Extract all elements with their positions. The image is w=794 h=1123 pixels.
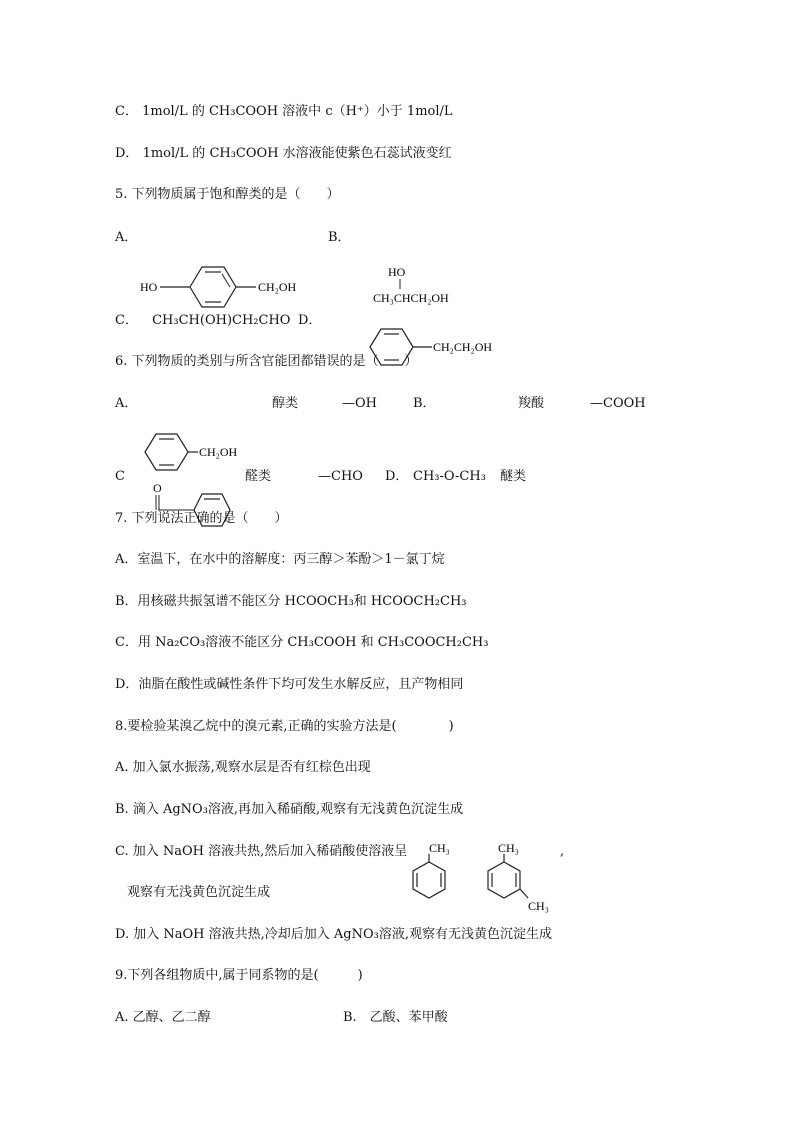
q6-molecule-c-oxygen: O [153, 481, 162, 495]
q8-toluene-ch3: CH₃ [429, 841, 450, 855]
q8-option-a: A. 加入氯水振荡,观察水层是否有红棕色出现 [115, 760, 371, 775]
q4-option-d-text: 1mol/L 的 CH₃COOH 水溶液能使紫色石蕊试液变红 [142, 146, 452, 161]
q6-option-d-formula: CH₃-O-CH₃ [413, 469, 486, 484]
q5-option-c-text: CH₃CH(OH)CH₂CHO [152, 313, 291, 328]
q5-molecule-b-ho: HO [388, 265, 406, 279]
q5-molecule-a [130, 262, 310, 312]
q7-stem: 7. 下列说法正确的是（ ） [115, 511, 288, 526]
q9-option-a: A. 乙醇、乙二醇 [115, 1010, 211, 1025]
q6-option-d-class: 醚类 [500, 469, 527, 484]
q5-option-c-label: C． [115, 313, 138, 328]
q5-molecule-a-ho: HO [140, 280, 158, 294]
q8-option-c: C. 加入 NaOH 溶液共热,然后加入稀硝酸使溶液呈 [115, 844, 408, 859]
q8-stem: 8.要检验某溴乙烷中的溴元素,正确的实验方法是( ) [115, 719, 454, 734]
q5-option-b-label: B． [328, 230, 351, 245]
q8-option-c-continued: 观察有无浅黄色沉淀生成 [127, 885, 271, 900]
q8-option-b: B. 滴入 AgNO₃溶液,再加入稀硝酸,观察有无浅黄色沉淀生成 [115, 802, 464, 817]
q4-option-d [115, 145, 452, 163]
q6-option-c-class: 醛类 [245, 469, 272, 484]
q9-option-b: B. 乙酸、苯甲酸 [343, 1010, 448, 1025]
q5-molecule-d-label: CH₂CH₂OH [433, 340, 493, 354]
q6-option-a-group: —OH [342, 396, 377, 411]
q8-option-d: D. 加入 NaOH 溶液共热,冷却后加入 AgNO₃溶液,观察有无浅黄色沉淀生成 [115, 927, 552, 942]
q5-molecule-a-ch2oh: CH₂OH [258, 280, 297, 294]
q5-molecule-b [370, 262, 480, 310]
q8-option-c-comma: , [560, 844, 565, 859]
q7-option-c: C．用 Na₂CO₃溶液不能区分 CH₃COOH 和 CH₃COOCH₂CH₃ [115, 635, 489, 650]
q5-option-a-label: A． [115, 230, 138, 245]
q5-stem: 5. 下列物质属于饱和醇类的是（ ） [115, 187, 340, 202]
q7-option-d: D．油脂在酸性或碱性条件下均可发生水解反应，且产物相同 [115, 677, 464, 692]
q6-option-a-label: A． [115, 396, 138, 411]
q8-xylene-ch3-bottom: CH₃ [528, 899, 549, 913]
q6-option-c-group: —CHO [318, 469, 363, 484]
q4-option-c-label: C． [115, 104, 138, 119]
q5-molecule-b-formula: CH₃CHCH₂OH [373, 291, 449, 305]
q4-option-c-text: 1mol/L 的 CH₃COOH 溶液中 c（H⁺）小于 1mol/L [142, 104, 453, 119]
q6-molecule-a [143, 430, 253, 474]
q6-option-a-class: 醇类 [272, 396, 299, 411]
q8-xylene-ch3-top: CH₃ [498, 841, 519, 855]
q4-option-d-label: D． [115, 146, 139, 161]
q5-option-c [115, 312, 290, 330]
q4-option-c [115, 103, 453, 121]
q6-option-d-label: D． [385, 469, 409, 484]
q8-molecule-xylene [480, 838, 570, 918]
q6-stem: 6. 下列物质的类别与所含官能团都错误的是（ ） [115, 354, 418, 369]
q5-option-d-label: D． [298, 313, 322, 328]
q7-option-a: A．室温下，在水中的溶解度：丙三醇＞苯酚＞1－氯丁烷 [115, 552, 445, 567]
q6-option-b-group: —COOH [590, 396, 646, 411]
q6-molecule-a-label: CH₂OH [199, 445, 238, 459]
q6-option-b-label: B． [413, 396, 436, 411]
q9-stem: 9.下列各组物质中,属于同系物的是( ) [115, 968, 363, 983]
q8-molecule-toluene [405, 838, 475, 902]
q7-option-b: B．用核磁共振氢谱不能区分 HCOOCH₃和 HCOOCH₂CH₃ [115, 594, 467, 609]
q6-option-b-class: 羧酸 [518, 396, 545, 411]
q6-option-c-label: C [115, 469, 125, 484]
